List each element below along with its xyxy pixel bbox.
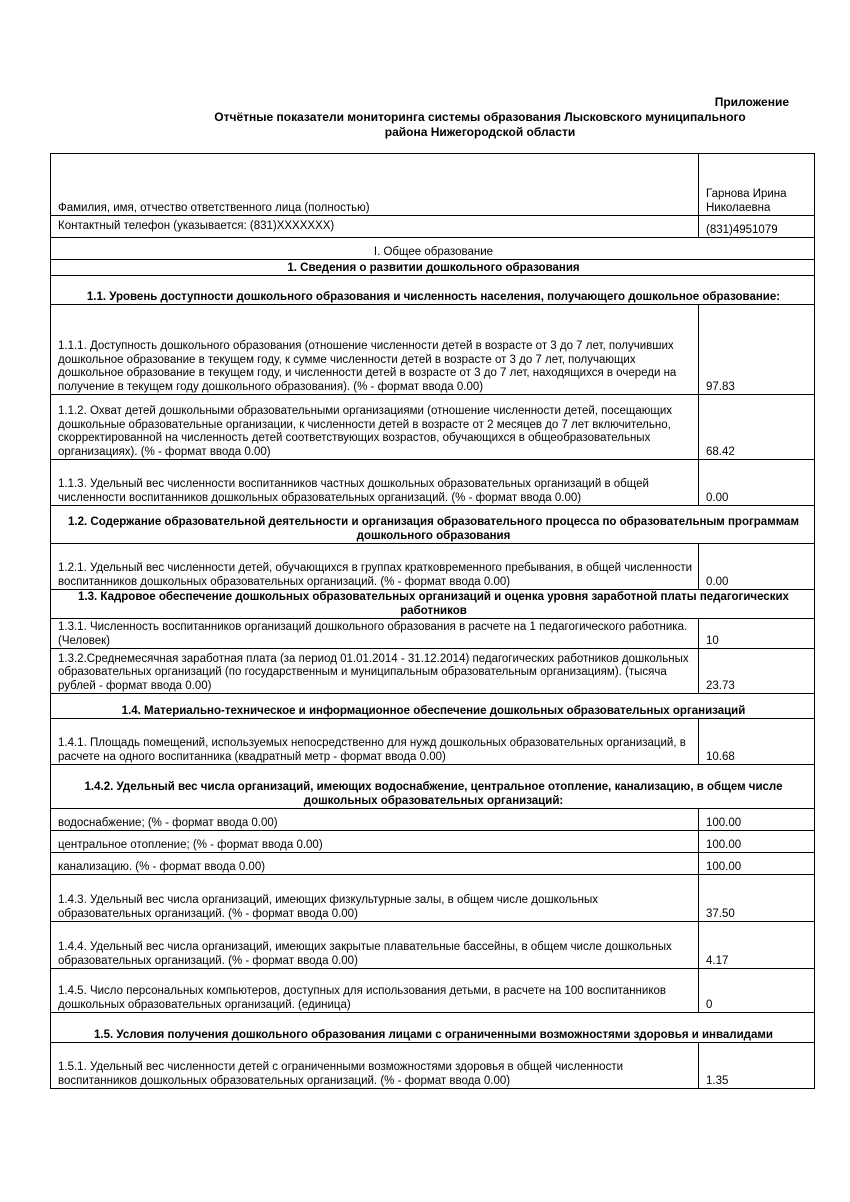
table-row xyxy=(51,544,815,590)
subsection-heading: 1.4. Материально-техническое и информационное обеспечение дошкольных образовательных организаций xyxy=(51,694,815,719)
table-row xyxy=(51,260,815,276)
responsible-name-label: Фамилия, имя, отчество ответственного лица (полностью) xyxy=(51,154,699,216)
indicator-value: 1.35 xyxy=(699,1043,815,1089)
part-heading: I. Общее образование xyxy=(51,238,815,260)
document-title-line2: района Нижегородской области xyxy=(384,125,576,139)
table-row xyxy=(51,216,815,238)
indicator-label: центральное отопление; (% - формат ввода 0.00) xyxy=(51,831,699,853)
table-row xyxy=(51,590,815,619)
indicator-value: 100.00 xyxy=(699,809,815,831)
table-row xyxy=(51,765,815,809)
table-row xyxy=(51,154,815,216)
indicator-value: 37.50 xyxy=(699,875,815,922)
table-row xyxy=(51,238,815,260)
indicator-label: 1.4.3. Удельный вес числа организаций, имеющих физкультурные залы, в общем числе дошкольных образовательных организаций. (% - формат ввода 0.00) xyxy=(51,875,699,922)
indicator-value: 0.00 xyxy=(699,544,815,590)
table-row xyxy=(51,506,815,544)
subsection-heading: 1.3. Кадровое обеспечение дошкольных образовательных организаций и оценка уровня заработной платы педагогических работников xyxy=(51,590,815,619)
subsection-heading: 1.1. Уровень доступности дошкольного образования и численность населения, получающего дошкольное образование: xyxy=(51,276,815,305)
table-row xyxy=(51,969,815,1013)
table-row xyxy=(51,395,815,460)
indicator-label: 1.1.1. Доступность дошкольного образования (отношение численности детей в возрасте от 3 до 7 лет, получивших дошкольное образование в текущем году, к сумме численности детей в возрасте от 3 до 7 лет, получающих дошкольное образование в текущем году, и численности детей в возрасте от 3 до 7 лет, находящихся в очереди на получение в текущем году дошкольного образования). (% - формат ввода 0.00) xyxy=(51,305,699,395)
table-row xyxy=(51,831,815,853)
indicator-label: 1.3.1. Численность воспитанников организаций дошкольного образования в расчете на 1 педагогического работника. (Человек) xyxy=(51,619,699,649)
table-row xyxy=(51,619,815,649)
document-title-line1: Отчётные показатели мониторинга системы образования Лысковского муниципального xyxy=(214,110,746,124)
report-table xyxy=(50,153,815,1089)
table-row xyxy=(51,649,815,694)
table-row xyxy=(51,875,815,922)
subsection-heading: 1.4.2. Удельный вес числа организаций, имеющих водоснабжение, центральное отопление, канализацию, в общем числе дошкольных образовательных организаций: xyxy=(51,765,815,809)
indicator-value: 100.00 xyxy=(699,831,815,853)
indicator-value: 100.00 xyxy=(699,853,815,875)
table-row xyxy=(51,809,815,831)
subsection-heading: 1.5. Условия получения дошкольного образования лицами с ограниченными возможностями здоровья и инвалидами xyxy=(51,1013,815,1043)
indicator-label: 1.1.3. Удельный вес численности воспитанников частных дошкольных образовательных организаций в общей численности воспитанников дошкольных образовательных организаций. (% - формат ввода 0.00) xyxy=(51,460,699,506)
indicator-value: 68.42 xyxy=(699,395,815,460)
indicator-value: 4.17 xyxy=(699,922,815,969)
indicator-label: 1.2.1. Удельный вес численности детей, обучающихся в группах кратковременного пребывания, в общей численности воспитанников дошкольных образовательных организаций. (% - формат ввода 0.00) xyxy=(51,544,699,590)
indicator-value: 23.73 xyxy=(699,649,815,694)
table-row xyxy=(51,719,815,765)
indicator-value: 0 xyxy=(699,969,815,1013)
table-row xyxy=(51,694,815,719)
indicator-label: 1.4.1. Площадь помещений, используемых непосредственно для нужд дошкольных образовательных организаций, в расчете на одного воспитанника (квадратный метр - формат ввода 0.00) xyxy=(51,719,699,765)
subsection-heading: 1.2. Содержание образовательной деятельности и организация образовательного процесса по образовательным программам дошкольного образования xyxy=(51,506,815,544)
indicator-label: 1.4.4. Удельный вес числа организаций, имеющих закрытые плавательные бассейны, в общем числе дошкольных образовательных организаций. (% - формат ввода 0.00) xyxy=(51,922,699,969)
section-heading: 1. Сведения о развитии дошкольного образования xyxy=(51,260,815,276)
indicator-label: 1.3.2.Среднемесячная заработная плата (за период 01.01.2014 - 31.12.2014) педагогических работников дошкольных образовательных организаций (по государственным и муниципальным образовательным организациям). (тысяча рублей - формат ввода 0.00) xyxy=(51,649,699,694)
indicator-label: водоснабжение; (% - формат ввода 0.00) xyxy=(51,809,699,831)
indicator-label: канализацию. (% - формат ввода 0.00) xyxy=(51,853,699,875)
table-row xyxy=(51,922,815,969)
phone-value: (831)4951079 xyxy=(699,216,815,238)
table-row xyxy=(51,305,815,395)
document-title xyxy=(180,110,780,140)
indicator-value: 10 xyxy=(699,619,815,649)
table-row xyxy=(51,853,815,875)
indicator-value: 0.00 xyxy=(699,460,815,506)
table-row xyxy=(51,1013,815,1043)
indicator-label: 1.4.5. Число персональных компьютеров, доступных для использования детьми, в расчете на 100 воспитанников дошкольных образовательных организаций. (единица) xyxy=(51,969,699,1013)
indicator-value: 10.68 xyxy=(699,719,815,765)
table-row xyxy=(51,276,815,305)
annex-label: Приложение xyxy=(714,95,789,109)
table-row xyxy=(51,1043,815,1089)
indicator-label: 1.1.2. Охват детей дошкольными образовательными организациями (отношение численности детей, посещающих дошкольные образовательные организации, к численности детей в возрасте от 2 месяцев до 7 лет включительно, скорректированной на численность детей соответствующих возрастов, обучающихся в общеобразовательных организациях). (% - формат ввода 0.00) xyxy=(51,395,699,460)
indicator-value: 97.83 xyxy=(699,305,815,395)
phone-label: Контактный телефон (указывается: (831)XXXXXXX) xyxy=(51,216,699,238)
indicator-label: 1.5.1. Удельный вес численности детей с ограниченными возможностями здоровья в общей численности воспитанников дошкольных образовательных организаций. (% - формат ввода 0.00) xyxy=(51,1043,699,1089)
responsible-name-value: Гарнова Ирина Николаевна xyxy=(699,154,815,216)
table-row xyxy=(51,460,815,506)
